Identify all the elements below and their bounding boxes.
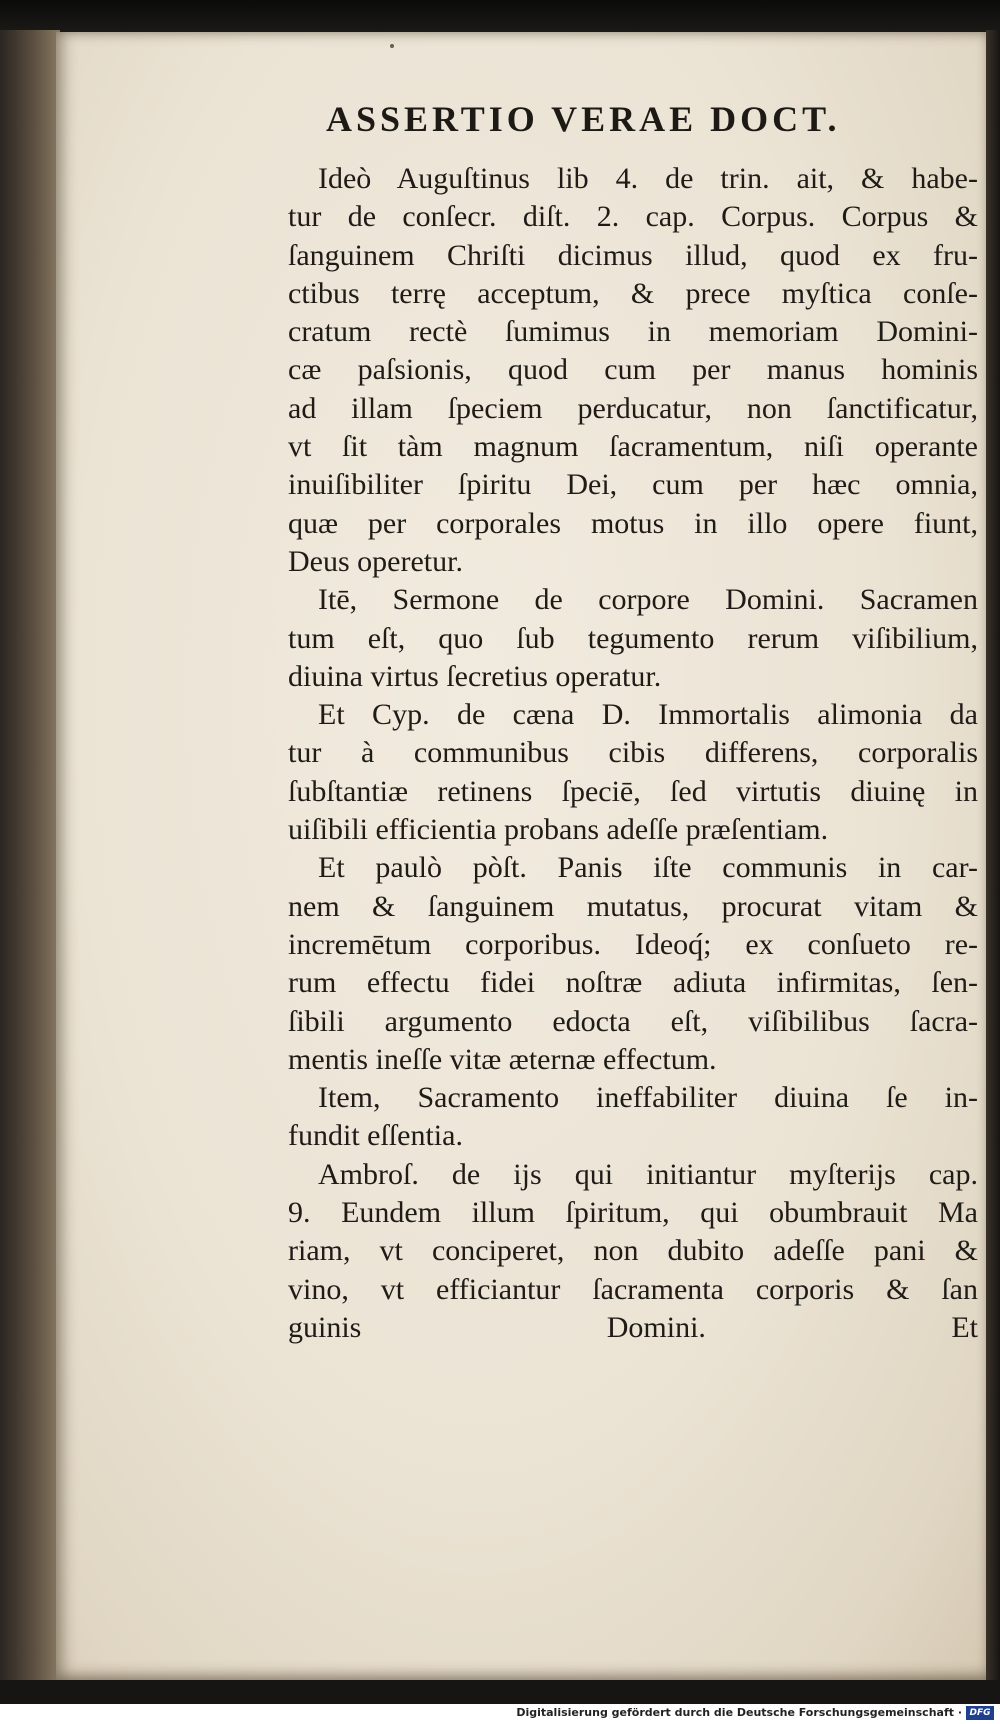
text-line: tum eſt, quo ſub tegumento rerum viſibilium, [288,621,978,655]
binding-edge [0,30,60,1690]
text-line: Ideò Auguſtinus lib 4. de trin. ait, & habe- [318,162,978,195]
body-text [288,160,978,1347]
text-line: 9. Eundem illum ſpiritum, qui obumbrauit Ma [288,1196,978,1230]
text-line: diuina virtus ſecretius operatur. [288,659,662,693]
text-line: Et paulò pòſt. Panis iſte communis in car- [318,851,978,885]
running-header: ASSERTIO VERAE DOCT. [326,99,841,139]
text-line: Ambroſ. de ijs qui initiantur myſterijs cap. [318,1157,978,1191]
top-book-edge [0,0,1000,34]
fore-edge [986,30,1000,1690]
text-line: Item, Sacramento ineffabiliter diuina ſe in- [318,1081,978,1115]
text-line: fundit eſſentia. [288,1119,463,1153]
text-line: ſanguinem Chriſti dicimus illud, quod ex fru- [288,238,978,272]
text-line: ſubſtantiæ retinens ſpeciē, ſed virtutis diuinę in [288,774,978,808]
text-line: nem & ſanguinem mutatus, procurat vitam & [288,889,978,923]
text-line: rum effectu fidei noſtræ adiuta infirmitas, ſen- [288,966,978,1000]
text-line: ſibili argumento edocta eſt, viſibilibus ſacra- [288,1004,978,1038]
dfg-logo-icon: DFG [966,1706,994,1720]
paper-speck [390,44,394,48]
text-line: ctibus terrę acceptum, & prece myſtica conſe- [288,276,978,310]
text-line: Et Cyp. de cæna D. Immortalis alimonia da [318,698,978,732]
bottom-book-edge [0,1680,1000,1704]
text-line: tur à communibus cibis differens, corporalis [288,736,978,770]
text-line: guinis Domini. Et [288,1310,978,1344]
text-line: Deus operetur. [288,544,463,578]
funding-notice: Digitalisierung gefördert durch die Deutsche Forschungsgemeinschaft · [516,1706,962,1719]
text-line: cratum rectè ſumimus in memoriam Domini- [288,315,978,349]
text-line: inuiſibiliter ſpiritu Dei, cum per hæc omnia, [288,468,978,502]
text-line: quæ per corporales motus in illo opere fiunt, [288,506,978,540]
text-line: vino, vt efficiantur ſacramenta corporis & ſan [288,1272,978,1306]
text-line: Itē, Sermone de corpore Domini. Sacramen [318,583,978,617]
text-line: riam, vt conciperet, non dubito adeſſe pani & [288,1234,978,1268]
text-line: mentis ineſſe vitæ æternæ effectum. [288,1042,717,1076]
text-line: ad illam ſpeciem perducatur, non ſanctificatur, [288,391,978,425]
text-line: cæ paſsionis, quod cum per manus hominis [288,353,978,387]
text-line: incremētum corporibus. Ideoq́; ex conſueto re- [288,927,978,961]
text-line: vt ſit tàm magnum ſacramentum, niſi operante [288,430,978,464]
text-line: uiſibili efficientia probans adeſſe præſentiam. [288,813,829,847]
text-line: tur de conſecr. diſt. 2. cap. Corpus. Corpus & [288,200,978,234]
